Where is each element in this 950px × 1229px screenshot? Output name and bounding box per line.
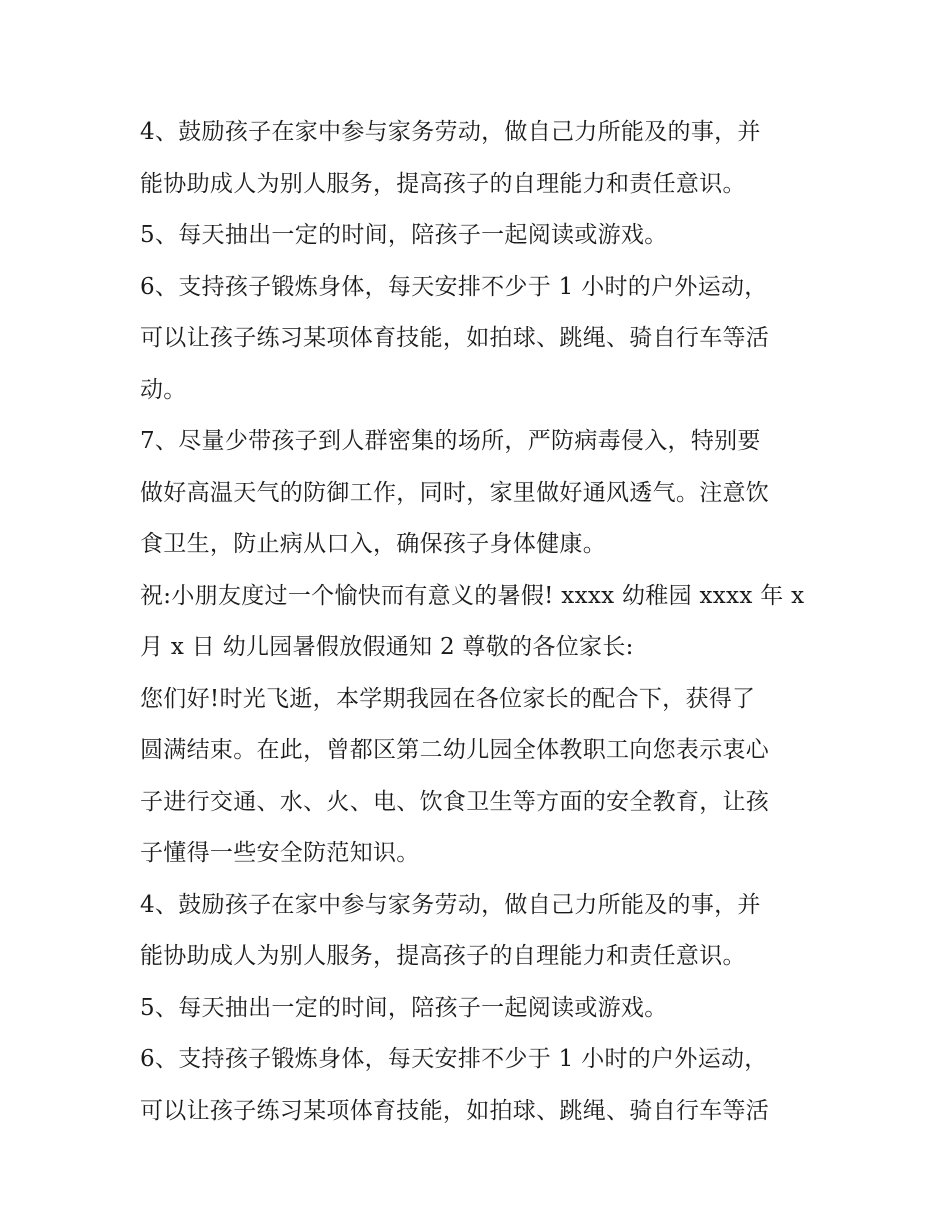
text-line: 月 x 日 幼儿园暑假放假通知 2 尊敬的各位家长: <box>140 634 634 660</box>
text-line: 6、支持孩子锻炼身体，每天安排不少于 1 小时的户外运动， <box>140 1046 768 1072</box>
text-line: 4、鼓励孩子在家中参与家务劳动，做自己力所能及的事，并 <box>140 891 761 918</box>
text-line: 7、尽量少带孩子到人群密集的场所，严防病毒侵入，特别要 <box>140 428 761 454</box>
text-line: 可以让孩子练习某项体育技能，如拍球、跳绳、骑自行车等活 <box>140 325 770 351</box>
text-line: 4、鼓励孩子在家中参与家务劳动，做自己力所能及的事，并 <box>140 119 761 145</box>
text-line: 做好高温天气的防御工作，同时，家里做好通风透气。注意饮 <box>140 479 770 506</box>
text-line: 您们好!时光飞逝，本学期我园在各位家长的配合下，获得了 <box>140 685 756 712</box>
text-line: 动。 <box>140 376 187 403</box>
text-line: 6、支持孩子锻炼身体，每天安排不少于 1 小时的户外运动， <box>140 273 768 300</box>
text-line: 能协助成人为别人服务，提高孩子的自理能力和责任意识。 <box>140 943 746 969</box>
text-line: 子进行交通、水、火、电、饮食卫生等方面的安全教育，让孩 <box>140 788 770 815</box>
text-line: 圆满结束。在此，曾都区第二幼儿园全体教职工向您表示衷心 <box>140 737 770 763</box>
text-line: 5、每天抽出一定的时间，陪孩子一起阅读或游戏。 <box>140 222 668 248</box>
text-line: 可以让孩子练习某项体育技能，如拍球、跳绳、骑自行车等活 <box>140 1097 770 1124</box>
text-line: 食卫生，防止病从口入，确保孩子身体健康。 <box>140 531 606 557</box>
document-body <box>140 107 820 1137</box>
text-line: 能协助成人为别人服务，提高孩子的自理能力和责任意识。 <box>140 170 746 197</box>
text-line: 祝:小朋友度过一个愉快而有意义的暑假! xxxx 幼稚园 xxxx 年 x <box>140 582 805 609</box>
text-line: 5、每天抽出一定的时间，陪孩子一起阅读或游戏。 <box>140 994 668 1021</box>
text-line: 子懂得一些安全防范知识。 <box>140 840 420 866</box>
